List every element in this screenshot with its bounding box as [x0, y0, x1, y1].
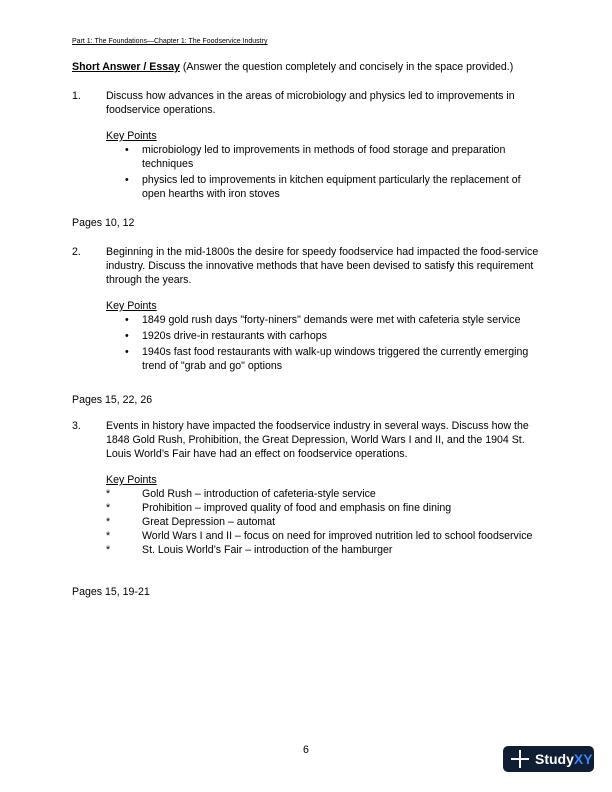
key-point: • microbiology led to improvements in methods of food storage and preparation techniques: [125, 144, 506, 170]
question-text: Beginning in the mid-1800s the desire for speedy foodservice had impacted the food-service industry. Discuss the innovative methods that have been devised to satisfy this requirement through the years.: [106, 246, 539, 286]
question-text: Events in history have impacted the foodservice industry in several ways. Discuss how the 1848 Gold Rush, Prohibition, the Great Depression, World Wars I and II, and the 1904 St. Louis World’s Fair have had an effect on foodservice operations.: [106, 420, 529, 460]
key-points-list: [106, 487, 542, 557]
key-points-list: [106, 143, 542, 201]
question-number: 3.: [72, 420, 81, 432]
asterisk-icon: *: [106, 516, 111, 528]
section-instruction: (Answer the question completely and concisely in the space provided.): [179, 61, 514, 73]
bullet-icon: •: [125, 174, 129, 186]
studyxy-badge[interactable]: [503, 746, 594, 772]
question-3: [72, 419, 542, 557]
asterisk-icon: *: [106, 530, 111, 542]
pages-reference: Pages 15, 22, 26: [72, 394, 153, 406]
key-point: * World Wars I and II – focus on need for improved nutrition led to school foodservice: [106, 530, 533, 542]
bullet-icon: •: [125, 314, 129, 326]
asterisk-icon: *: [106, 544, 111, 556]
question-1: [72, 89, 542, 203]
brand-accent: XY: [573, 751, 593, 767]
page-number: 6: [303, 744, 309, 756]
key-point: * Prohibition – improved quality of food and emphasis on fine dining: [106, 502, 452, 514]
asterisk-icon: *: [106, 502, 111, 514]
key-point: • 1920s drive-in restaurants with carhops: [125, 330, 327, 342]
key-point: • physics led to improvements in kitchen equipment particularly the replacement of open hearths with iron stoves: [125, 174, 521, 200]
asterisk-icon: *: [106, 488, 111, 500]
question-number: 1.: [72, 90, 81, 102]
question-2: [72, 245, 542, 375]
pages-reference: Pages 15, 19-21: [72, 586, 150, 598]
key-points-label: Key Points: [106, 130, 157, 142]
key-points-list: [106, 313, 542, 373]
brand-main: Study: [535, 751, 574, 767]
key-point: • 1849 gold rush days "forty-niners" demands were met with cafeteria style service: [125, 314, 521, 326]
bullet-icon: •: [125, 144, 129, 156]
section-title: Short Answer / Essay: [72, 61, 180, 73]
key-point: * St. Louis World’s Fair – introduction of the hamburger: [106, 544, 393, 556]
key-points-label: Key Points: [106, 300, 157, 312]
bullet-icon: •: [125, 346, 129, 358]
key-point: • 1940s fast food restaurants with walk-up windows triggered the currently emerging trend of "grab and go" options: [125, 346, 529, 372]
running-header: Part 1: The Foundations—Chapter 1: The Foodservice Industry: [72, 38, 268, 45]
bullet-icon: •: [125, 330, 129, 342]
pages-reference: Pages 10, 12: [72, 217, 135, 229]
plus-icon: [510, 749, 530, 769]
key-point: * Gold Rush – introduction of cafeteria-style service: [106, 488, 376, 500]
section-intro: [72, 60, 542, 75]
question-text: Discuss how advances in the areas of microbiology and physics led to improvements in foodservice operations.: [106, 90, 515, 116]
question-number: 2.: [72, 246, 81, 258]
key-points-label: Key Points: [106, 474, 157, 486]
key-point: * Great Depression – automat: [106, 516, 276, 528]
